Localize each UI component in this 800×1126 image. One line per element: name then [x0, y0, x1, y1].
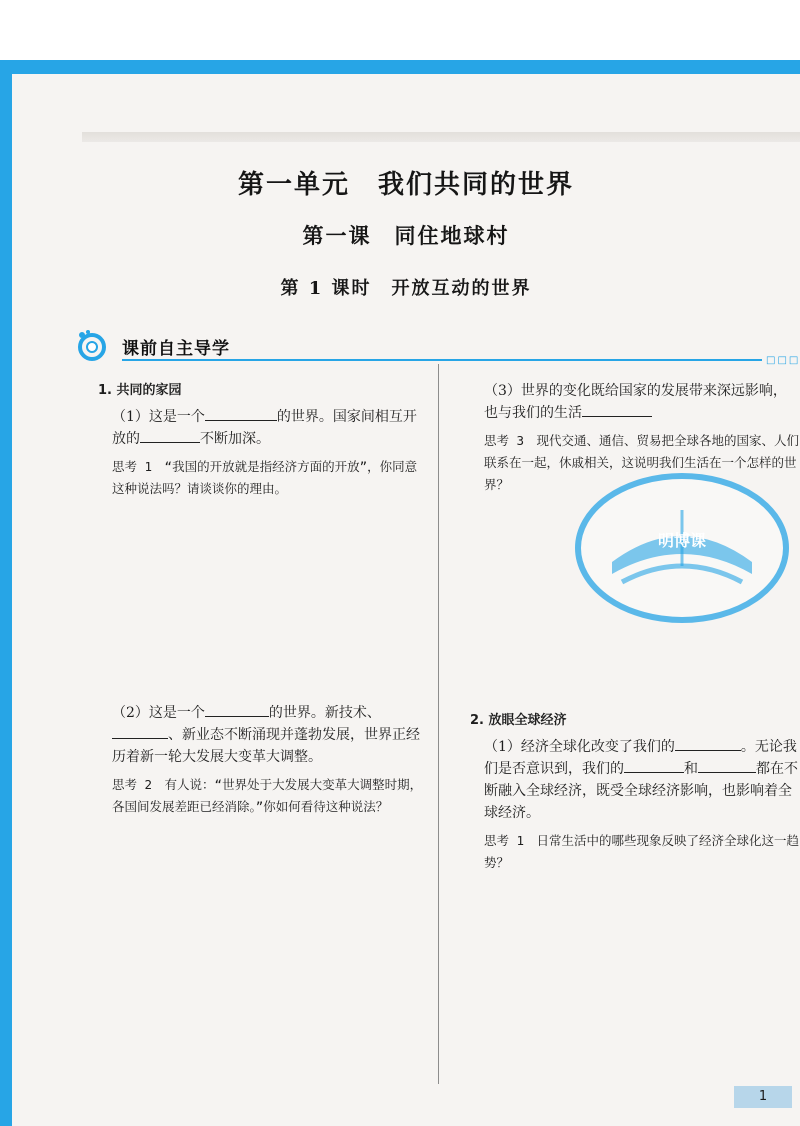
bleed-through-band [82, 132, 800, 142]
section-label: 课前自主导学 [122, 339, 230, 359]
left-column [98, 380, 424, 824]
scanned-page [12, 74, 800, 1126]
section-underline [122, 359, 762, 361]
question-2: （2）这是一个 的世界。新技术、、新业态不断涌现并蓬勃发展，世界正经历着新一轮大发展大变革大调整。 [98, 702, 424, 768]
question-1: （1）这是一个 的世界。国家间相互开放的 不断加深。 [98, 406, 424, 450]
heading-common-home: 1. 共同的家园 [98, 383, 182, 398]
unit-title: 第一单元 我们共同的世界 [237, 170, 574, 200]
period-title: 第 1 课时 开放互动的世界 [280, 278, 532, 299]
section-header [74, 328, 800, 364]
section-dots-icon: □□□ [766, 355, 800, 366]
right-column [470, 380, 800, 880]
page-number: 1 [734, 1086, 792, 1108]
column-divider [438, 364, 439, 1084]
watermark-logo [572, 470, 792, 630]
think-4: 思考 1 日常生活中的哪些现象反映了经济全球化这一趋势？ [484, 833, 800, 870]
think-2: 思考 2 有人说：“世界处于大发展大变革大调整时期，各国间发展差距已经消除。”你如何看待这种说法？ [112, 777, 423, 814]
watermark-text: 明博课 [657, 531, 707, 550]
section-swirl-icon [74, 328, 118, 364]
question-4: （1）经济全球化改变了我们的 。无论我们是否意识到，我们的 和 都在不断融入全球经济，既受全球经济影响，也影响着全球经济。 [470, 736, 800, 824]
page-frame [0, 60, 800, 1126]
think-1: 思考 1 “我国的开放就是指经济方面的开放”，你同意这种说法吗？请谈谈你的理由。 [112, 459, 418, 496]
think-3: 思考 3 现代交通、通信、贸易把全球各地的国家、人们联系在一起，休戚相关，这说明我们生活在一个怎样的世界？ [484, 433, 800, 492]
heading-global-economy: 2. 放眼全球经济 [470, 713, 567, 728]
question-3: （3）世界的变化既给国家的发展带来深远影响，也与我们的生活 [484, 383, 787, 421]
lesson-title: 第一课 同住地球村 [302, 224, 510, 248]
